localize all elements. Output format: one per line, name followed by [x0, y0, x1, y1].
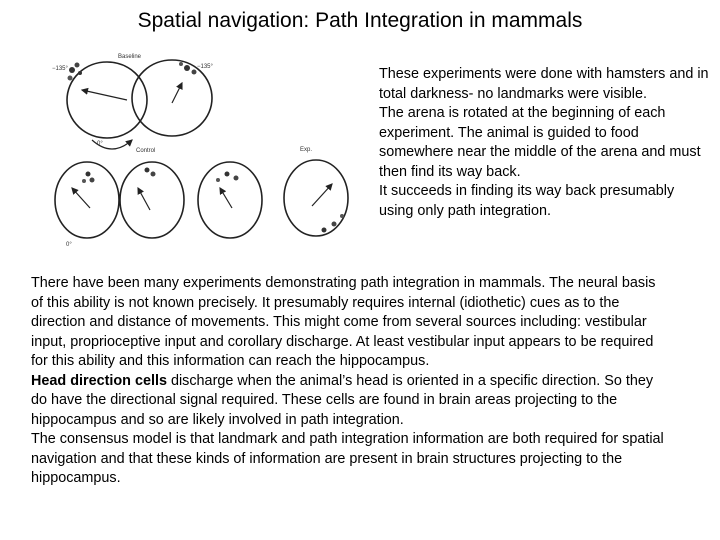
angle-label-right: −135° [197, 64, 213, 70]
head-direction-term: Head direction cells [31, 372, 167, 389]
side-description [379, 65, 709, 221]
body-paragraph-1: There have been many experiments demonstrating path integration in mammals. The neural basis of this ability is not known precisely. It presumably requires internal (idiothetic) cues as to the direction and distance of movements. This might come from several sources including: vestibular input, proprioceptive input and corollary discharge. At least vestibular input appears to be required for this ability and this information can reach the hippocampus. [31, 275, 656, 369]
control-label: Control [136, 148, 156, 154]
side-paragraph-3: It succeeds in finding its way back presumably using only path integration. [379, 183, 675, 219]
body-paragraph-2 [31, 372, 671, 431]
angle-label-low-1: 0° [97, 141, 103, 147]
arena-control-2 [120, 148, 184, 238]
arena-control-1 [55, 162, 119, 248]
arena-exp-1 [198, 162, 262, 238]
angle-label-left: −135° [52, 66, 68, 72]
side-paragraph-2: The arena is rotated at the beginning of each experiment. The animal is guided to food somewhere near the middle of the arena and must then find its way back. [379, 105, 701, 180]
body-paragraph-2-text: discharge when the animal’s head is oriented in a specific direction. So they do have the directional signal required. These cells are found in brain areas projecting to the hippocampus and so are likely involved in path integration. [31, 372, 654, 428]
side-paragraph-1: These experiments were done with hamsters and in total darkness- no landmarks were visible. [379, 66, 709, 102]
arena-exp-2 [284, 147, 348, 236]
body-paragraph-3: The consensus model is that landmark and path integration information are both required for spatial navigation and that these kinds of information are present in brain structures projecting to the hippocampus. [31, 431, 664, 486]
baseline-label: Baseline [118, 54, 142, 60]
page-title: Spatial navigation: Path Integration in mammals [137, 9, 583, 32]
angle-label-low-2: 0° [66, 242, 72, 248]
experiment-figure [52, 48, 368, 250]
exp-label: Exp. [300, 147, 313, 153]
arena-baseline-right [118, 54, 214, 136]
arena-diagram [52, 48, 368, 250]
main-text [31, 274, 671, 489]
